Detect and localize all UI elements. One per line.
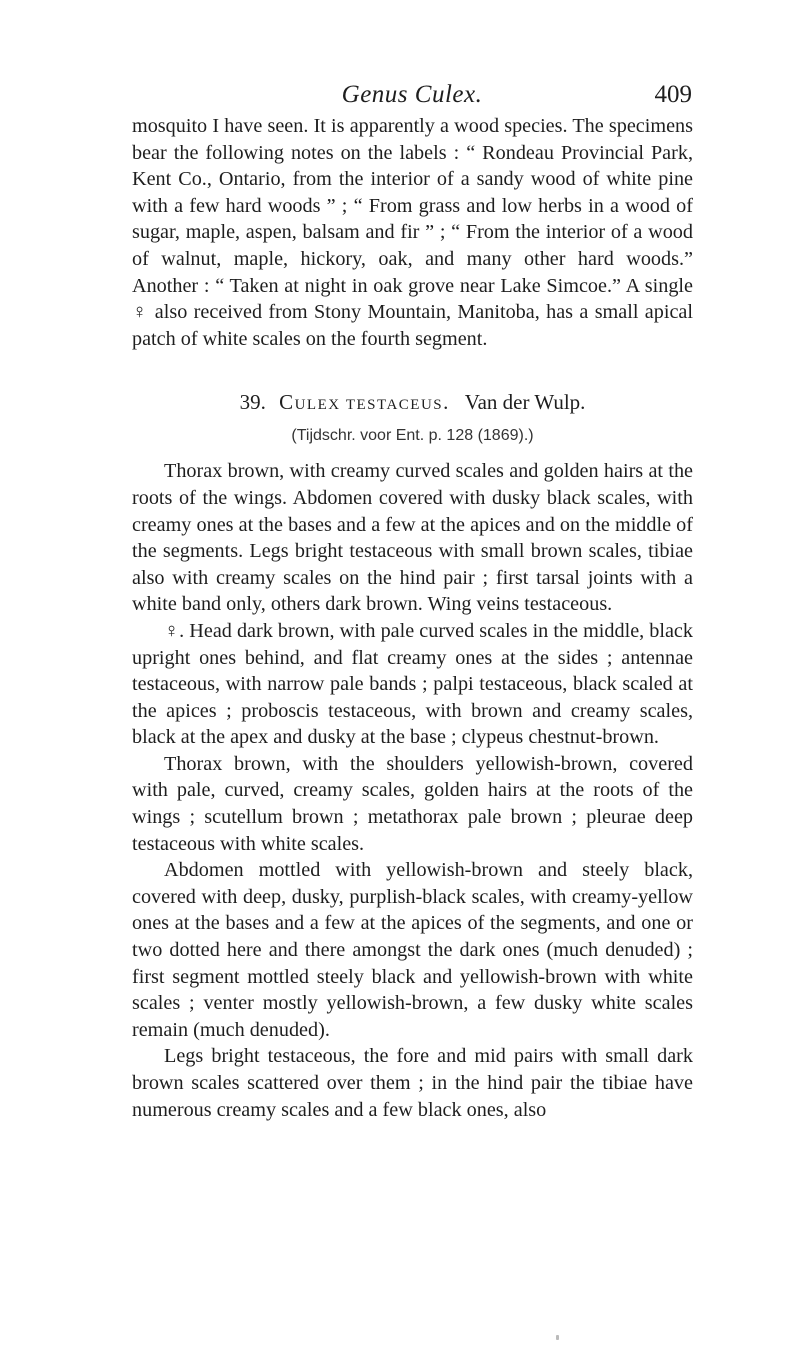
species-heading — [132, 388, 693, 416]
running-title: Genus Culex. — [341, 81, 483, 108]
species-genus: Culex — [279, 390, 341, 415]
page-number: 409 — [654, 81, 692, 108]
running-head — [132, 78, 692, 112]
continued-paragraph: mosquito I have seen. It is apparently a wood species. The specimens bear the following notes on the labels : “ Rondeau Provincial Park, Kent Co., Ontario, from the interior of a sandy wood of white pine with a few hard woods ” ; “ From grass and low herbs in a wood of sugar, maple, aspen, balsam and fir ” ; “ From the interior of a wood of walnut, maple, hickory, oak, and many other hard woods.” Another : “ Taken at night in oak grove near Lake Simcoe.” A single ♀ also received from Stony Mountain, Manitoba, has a small apical patch of white scales on the fourth segment. — [132, 115, 693, 350]
description-paragraph: Thorax brown, with the shoulders yellowish-brown, covered with pale, curved, creamy scales, golden hairs at the roots of the wings ; scutellum brown ; metathorax pale brown ; pleurae deep testaceous with white scales. — [132, 752, 693, 855]
description-paragraph: ♀. Head dark brown, with pale curved scales in the middle, black upright ones behind, and flat creamy ones at the sides ; antennae testaceous, with narrow pale bands ; palpi testaceous, black scaled at the apices ; proboscis testaceous, with brown and creamy scales, black at the apex and dusky at the base ; clypeus chestnut-brown. — [132, 619, 693, 749]
description-paragraph: Legs bright testaceous, the fore and mid pairs with small dark brown scales scattered over them ; in the hind pair the tibiae have numerous creamy scales and a few black ones, also — [132, 1045, 693, 1121]
print-speck — [556, 1335, 559, 1340]
species-reference: (Tijdschr. voor Ent. p. 128 (1869).) — [291, 427, 534, 445]
species-number: 39. — [239, 390, 266, 415]
species-author: Van der Wulp. — [464, 390, 586, 415]
species-epithet: testaceus. — [345, 390, 450, 415]
description-paragraph: Abdomen mottled with yellowish-brown and steely black, covered with deep, dusky, purplish-black scales, with creamy-yellow ones at the bases and a few at the apices of the segments, and one or two dotted here and there amongst the dark ones (much denuded) ; first segment mottled steely black and yellowish-brown with white scales ; venter mostly yellowish-brown, a few dusky white scales remain (much denuded). — [132, 859, 693, 1041]
description-paragraph: Thorax brown, with creamy curved scales and golden hairs at the roots of the wings. Abdomen covered with dusky black scales, with creamy ones at the bases and a few at the apices and on the middle of the segments. Legs bright testaceous with small brown scales, tibiae also with creamy scales on the hind pair ; first tarsal joints with a white band only, others dark brown. Wing veins testaceous. — [132, 460, 693, 616]
body-text — [132, 113, 693, 1123]
